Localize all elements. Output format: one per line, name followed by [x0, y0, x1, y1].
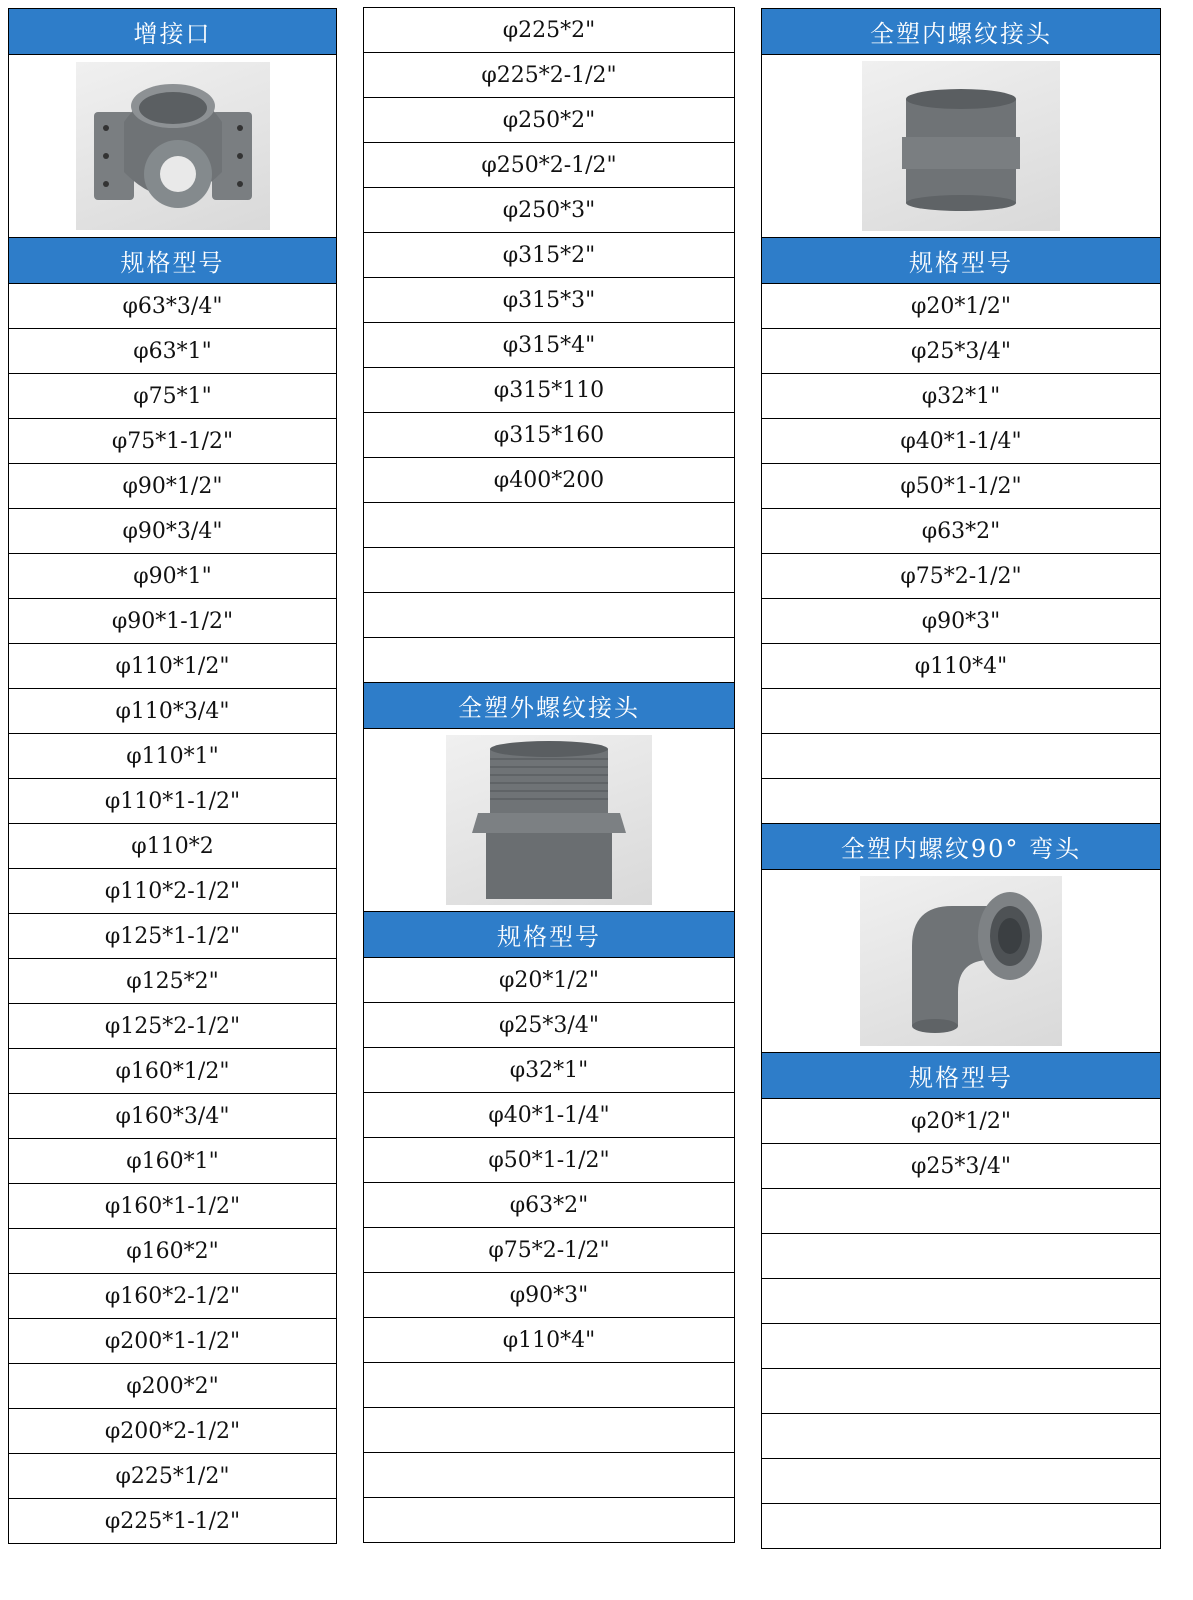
- spec-row: [761, 688, 1161, 734]
- spec-row: φ400*200: [363, 457, 735, 503]
- product-image-cell: [761, 54, 1161, 238]
- spec-row: φ90*3": [363, 1272, 735, 1318]
- spec-row: [761, 1413, 1161, 1459]
- spec-row: φ110*4": [761, 643, 1161, 689]
- spec-row: φ225*1/2": [8, 1453, 337, 1499]
- spec-row: φ32*1": [761, 373, 1161, 419]
- spec-row: φ250*2": [363, 97, 735, 143]
- spec-row: φ20*1/2": [761, 1098, 1161, 1144]
- spec-row: φ40*1-1/4": [761, 418, 1161, 464]
- spec-row: φ110*4": [363, 1317, 735, 1363]
- spec-row: φ200*2-1/2": [8, 1408, 337, 1454]
- spec-row: φ225*1-1/2": [8, 1498, 337, 1544]
- column-male-thread-adapter: [363, 8, 735, 1543]
- saddle-clamp-fitting-photo: [76, 62, 270, 230]
- spec-header: 规格型号: [761, 1052, 1161, 1099]
- spec-row: φ125*2-1/2": [8, 1003, 337, 1049]
- spec-row: φ110*2-1/2": [8, 868, 337, 914]
- spec-row: [363, 1497, 735, 1543]
- spec-row: φ32*1": [363, 1047, 735, 1093]
- spec-row: [363, 1407, 735, 1453]
- section-title: 增接口: [8, 8, 337, 55]
- product-image-cell: [761, 869, 1161, 1053]
- female-thread-coupling-photo: [862, 61, 1060, 231]
- spec-row: φ63*2": [363, 1182, 735, 1228]
- spec-row: φ110*1": [8, 733, 337, 779]
- spec-row: φ75*1-1/2": [8, 418, 337, 464]
- spec-row: φ200*1-1/2": [8, 1318, 337, 1364]
- spec-row: φ110*1/2": [8, 643, 337, 689]
- spec-row: [761, 778, 1161, 824]
- spec-row: φ225*2-1/2": [363, 52, 735, 98]
- spec-row: φ160*3/4": [8, 1093, 337, 1139]
- spec-row: [761, 1503, 1161, 1549]
- spec-row: φ63*1": [8, 328, 337, 374]
- spec-row: [761, 1278, 1161, 1324]
- spec-row: φ75*2-1/2": [363, 1227, 735, 1273]
- spec-row: φ225*2": [363, 7, 735, 53]
- spec-row: φ160*2-1/2": [8, 1273, 337, 1319]
- spec-row: [761, 1368, 1161, 1414]
- spec-row: φ25*3/4": [761, 328, 1161, 374]
- spec-row: φ90*1": [8, 553, 337, 599]
- spec-row: φ315*3": [363, 277, 735, 323]
- spec-row: [363, 637, 735, 683]
- spec-row: φ50*1-1/2": [761, 463, 1161, 509]
- spec-row: φ63*2": [761, 508, 1161, 554]
- column-saddle-clamp: [8, 8, 337, 1544]
- spec-row: [761, 1323, 1161, 1369]
- female-thread-elbow-photo: [860, 876, 1062, 1046]
- spec-row: [363, 547, 735, 593]
- spec-row: φ250*2-1/2": [363, 142, 735, 188]
- spec-row: φ90*3": [761, 598, 1161, 644]
- spec-row: φ315*2": [363, 232, 735, 278]
- section-title: 全塑内螺纹接头: [761, 8, 1161, 55]
- spec-row: φ160*2": [8, 1228, 337, 1274]
- spec-row: φ110*2: [8, 823, 337, 869]
- spec-row: φ25*3/4": [761, 1143, 1161, 1189]
- spec-row: [363, 1452, 735, 1498]
- spec-row: φ125*2": [8, 958, 337, 1004]
- spec-row: [761, 1458, 1161, 1504]
- spec-header: 规格型号: [761, 237, 1161, 284]
- spec-row: [363, 592, 735, 638]
- spec-row: φ125*1-1/2": [8, 913, 337, 959]
- column-female-thread: [761, 8, 1161, 1549]
- male-thread-adapter-photo: [446, 735, 652, 905]
- section-title: 全塑内螺纹90° 弯头: [761, 823, 1161, 870]
- product-image-cell: [363, 728, 735, 912]
- spec-row: φ25*3/4": [363, 1002, 735, 1048]
- spec-row: φ90*1-1/2": [8, 598, 337, 644]
- spec-row: φ160*1/2": [8, 1048, 337, 1094]
- spec-row: φ250*3": [363, 187, 735, 233]
- spec-row: φ200*2": [8, 1363, 337, 1409]
- spec-row: φ315*4": [363, 322, 735, 368]
- spec-row: φ90*1/2": [8, 463, 337, 509]
- spec-row: φ110*3/4": [8, 688, 337, 734]
- spec-row: φ75*2-1/2": [761, 553, 1161, 599]
- spec-row: [761, 733, 1161, 779]
- spec-row: [761, 1233, 1161, 1279]
- spec-row: [363, 502, 735, 548]
- spec-row: φ315*160: [363, 412, 735, 458]
- spec-row: φ20*1/2": [761, 283, 1161, 329]
- spec-row: [363, 1362, 735, 1408]
- spec-row: φ63*3/4": [8, 283, 337, 329]
- spec-row: φ75*1": [8, 373, 337, 419]
- spec-row: φ160*1-1/2": [8, 1183, 337, 1229]
- section-title: 全塑外螺纹接头: [363, 682, 735, 729]
- spec-row: φ110*1-1/2": [8, 778, 337, 824]
- spec-row: [761, 1188, 1161, 1234]
- spec-row: φ315*110: [363, 367, 735, 413]
- spec-row: φ50*1-1/2": [363, 1137, 735, 1183]
- spec-header: 规格型号: [8, 237, 337, 284]
- spec-row: φ20*1/2": [363, 957, 735, 1003]
- spec-row: φ40*1-1/4": [363, 1092, 735, 1138]
- product-image-cell: [8, 54, 337, 238]
- spec-row: φ160*1": [8, 1138, 337, 1184]
- spec-header: 规格型号: [363, 911, 735, 958]
- spec-row: φ90*3/4": [8, 508, 337, 554]
